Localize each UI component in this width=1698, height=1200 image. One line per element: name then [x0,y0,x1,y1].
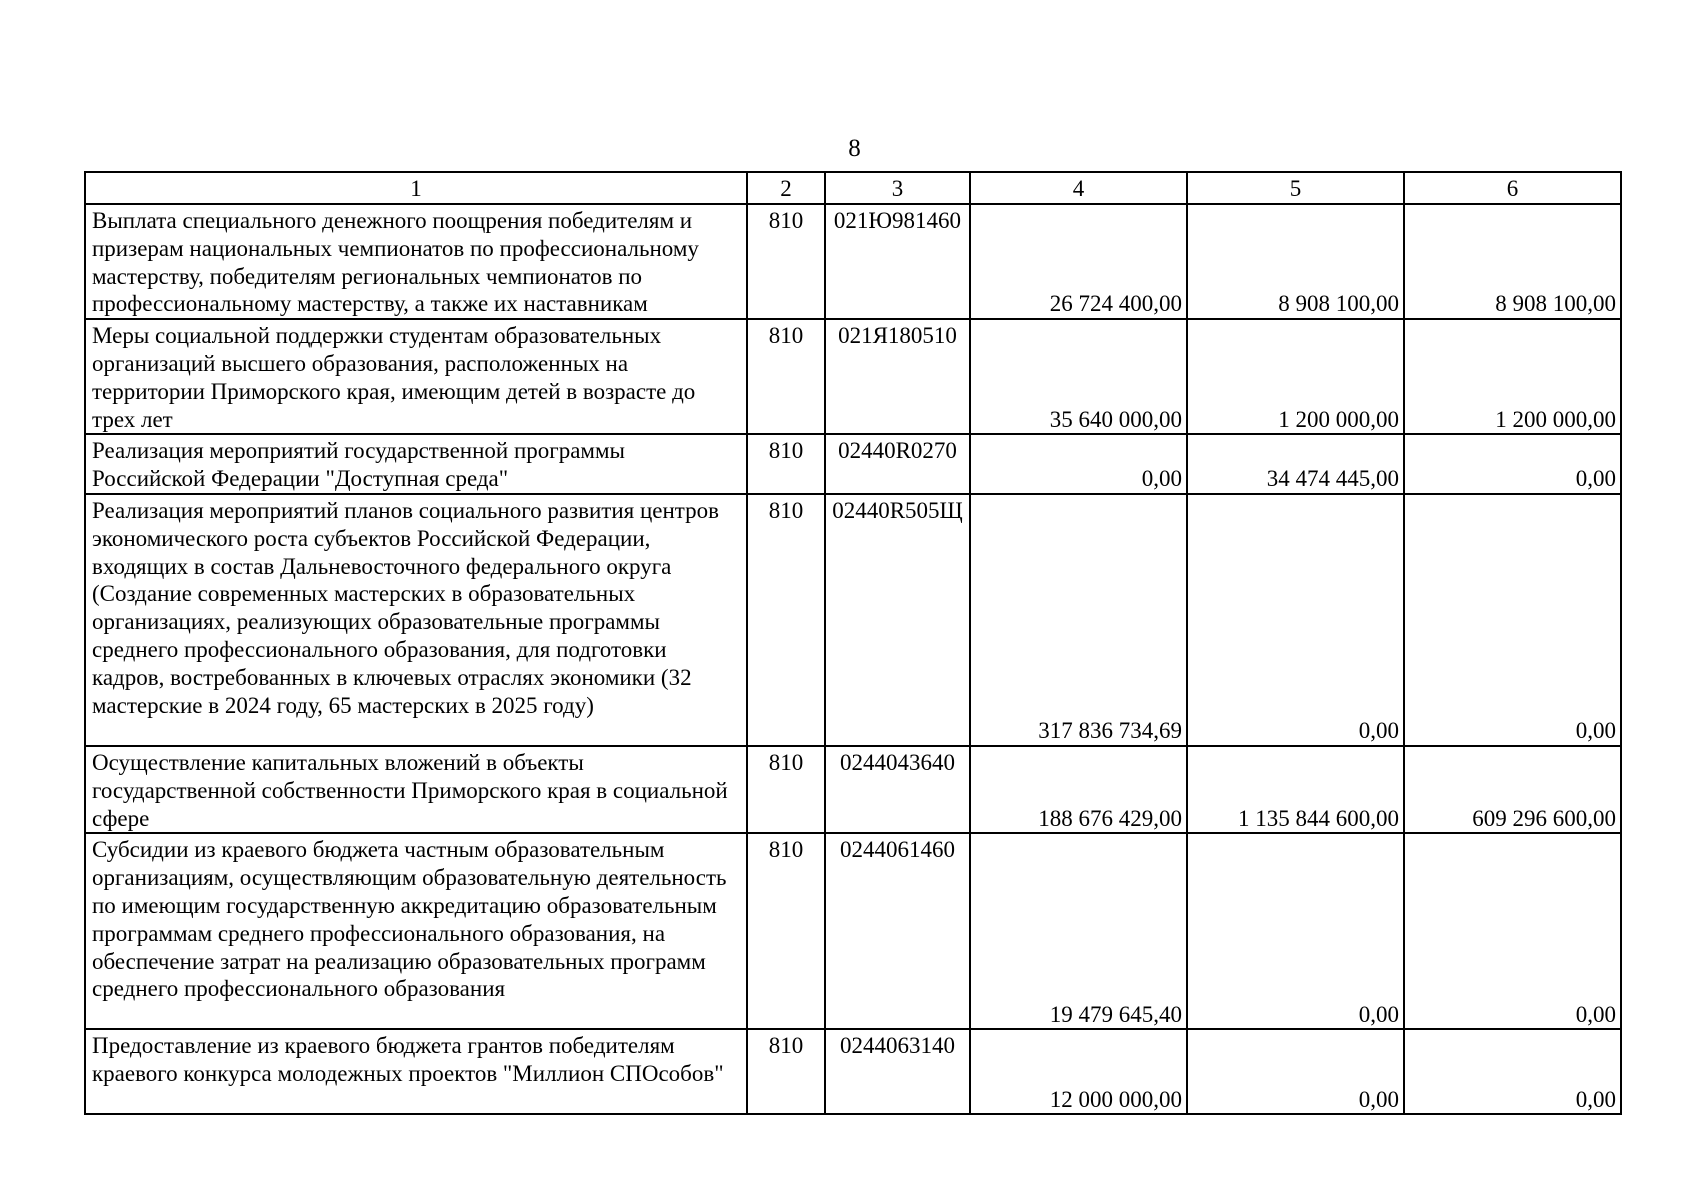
row-admin-code: 810 [747,1029,825,1114]
row-amount-1: 12 000 000,00 [970,1029,1187,1114]
column-header: 3 [825,172,970,204]
table-row [85,319,1621,434]
table-row [85,746,1621,833]
row-target-code: 0244061460 [825,833,970,1029]
row-amount-3: 0,00 [1404,434,1621,494]
row-amount-3: 0,00 [1404,494,1621,746]
row-amount-2: 0,00 [1187,1029,1404,1114]
column-header: 6 [1404,172,1621,204]
row-amount-1: 188 676 429,00 [970,746,1187,833]
row-admin-code: 810 [747,746,825,833]
row-amount-1: 0,00 [970,434,1187,494]
row-target-code: 021Я180510 [825,319,970,434]
row-amount-1: 317 836 734,69 [970,494,1187,746]
row-admin-code: 810 [747,434,825,494]
row-admin-code: 810 [747,494,825,746]
row-admin-code: 810 [747,204,825,319]
row-amount-1: 26 724 400,00 [970,204,1187,319]
table-row [85,833,1621,1029]
row-amount-2: 1 135 844 600,00 [1187,746,1404,833]
row-amount-2: 0,00 [1187,494,1404,746]
page-number: 8 [848,135,861,162]
table-header-row [85,172,1621,204]
budget-table [84,171,1622,1115]
row-amount-3: 0,00 [1404,833,1621,1029]
row-description: Предоставление из краевого бюджета грантов победителям краевого конкурса молодежных проектов "Миллион СПОсобов" [85,1029,747,1114]
table-row [85,494,1621,746]
row-description: Субсидии из краевого бюджета частным образовательным организациям, осуществляющим образовательную деятельность по имеющим государственную аккредитацию образовательным программам среднего профессионального образования, на обеспечение затрат на реализацию образовательных программ среднего профессионального образования [85,833,747,1029]
row-amount-2: 0,00 [1187,833,1404,1029]
row-amount-2: 8 908 100,00 [1187,204,1404,319]
row-description: Реализация мероприятий планов социального развития центров экономического роста субъектов Российской Федерации, входящих в состав Дальневосточного федерального округа (Создание современных мастерских в образовательных организациях, реализующих образовательные программы среднего профессионального образования, для подготовки кадров, востребованных в ключевых отраслях экономики (32 мастерские в 2024 году, 65 мастерских в 2025 году) [85,494,747,746]
table-row [85,1029,1621,1114]
table-row [85,204,1621,319]
row-target-code: 02440R505Щ [825,494,970,746]
row-target-code: 02440R0270 [825,434,970,494]
column-header: 2 [747,172,825,204]
column-header: 1 [85,172,747,204]
table-row [85,434,1621,494]
row-target-code: 0244043640 [825,746,970,833]
row-admin-code: 810 [747,833,825,1029]
row-amount-3: 0,00 [1404,1029,1621,1114]
row-amount-3: 1 200 000,00 [1404,319,1621,434]
row-amount-2: 1 200 000,00 [1187,319,1404,434]
row-admin-code: 810 [747,319,825,434]
row-amount-3: 8 908 100,00 [1404,204,1621,319]
row-target-code: 021Ю981460 [825,204,970,319]
column-header: 5 [1187,172,1404,204]
row-amount-1: 35 640 000,00 [970,319,1187,434]
row-amount-3: 609 296 600,00 [1404,746,1621,833]
column-header: 4 [970,172,1187,204]
row-target-code: 0244063140 [825,1029,970,1114]
row-amount-2: 34 474 445,00 [1187,434,1404,494]
row-description: Выплата специального денежного поощрения победителям и призерам национальных чемпионатов по профессиональному мастерству, победителям региональных чемпионатов по профессиональному мастерству, а также их наставникам [85,204,747,319]
row-description: Осуществление капитальных вложений в объекты государственной собственности Приморского края в социальной сфере [85,746,747,833]
row-amount-1: 19 479 645,40 [970,833,1187,1029]
row-description: Меры социальной поддержки студентам образовательных организаций высшего образования, расположенных на территории Приморского края, имеющим детей в возрасте до трех лет [85,319,747,434]
row-description: Реализация мероприятий государственной программы Российской Федерации "Доступная среда" [85,434,747,494]
